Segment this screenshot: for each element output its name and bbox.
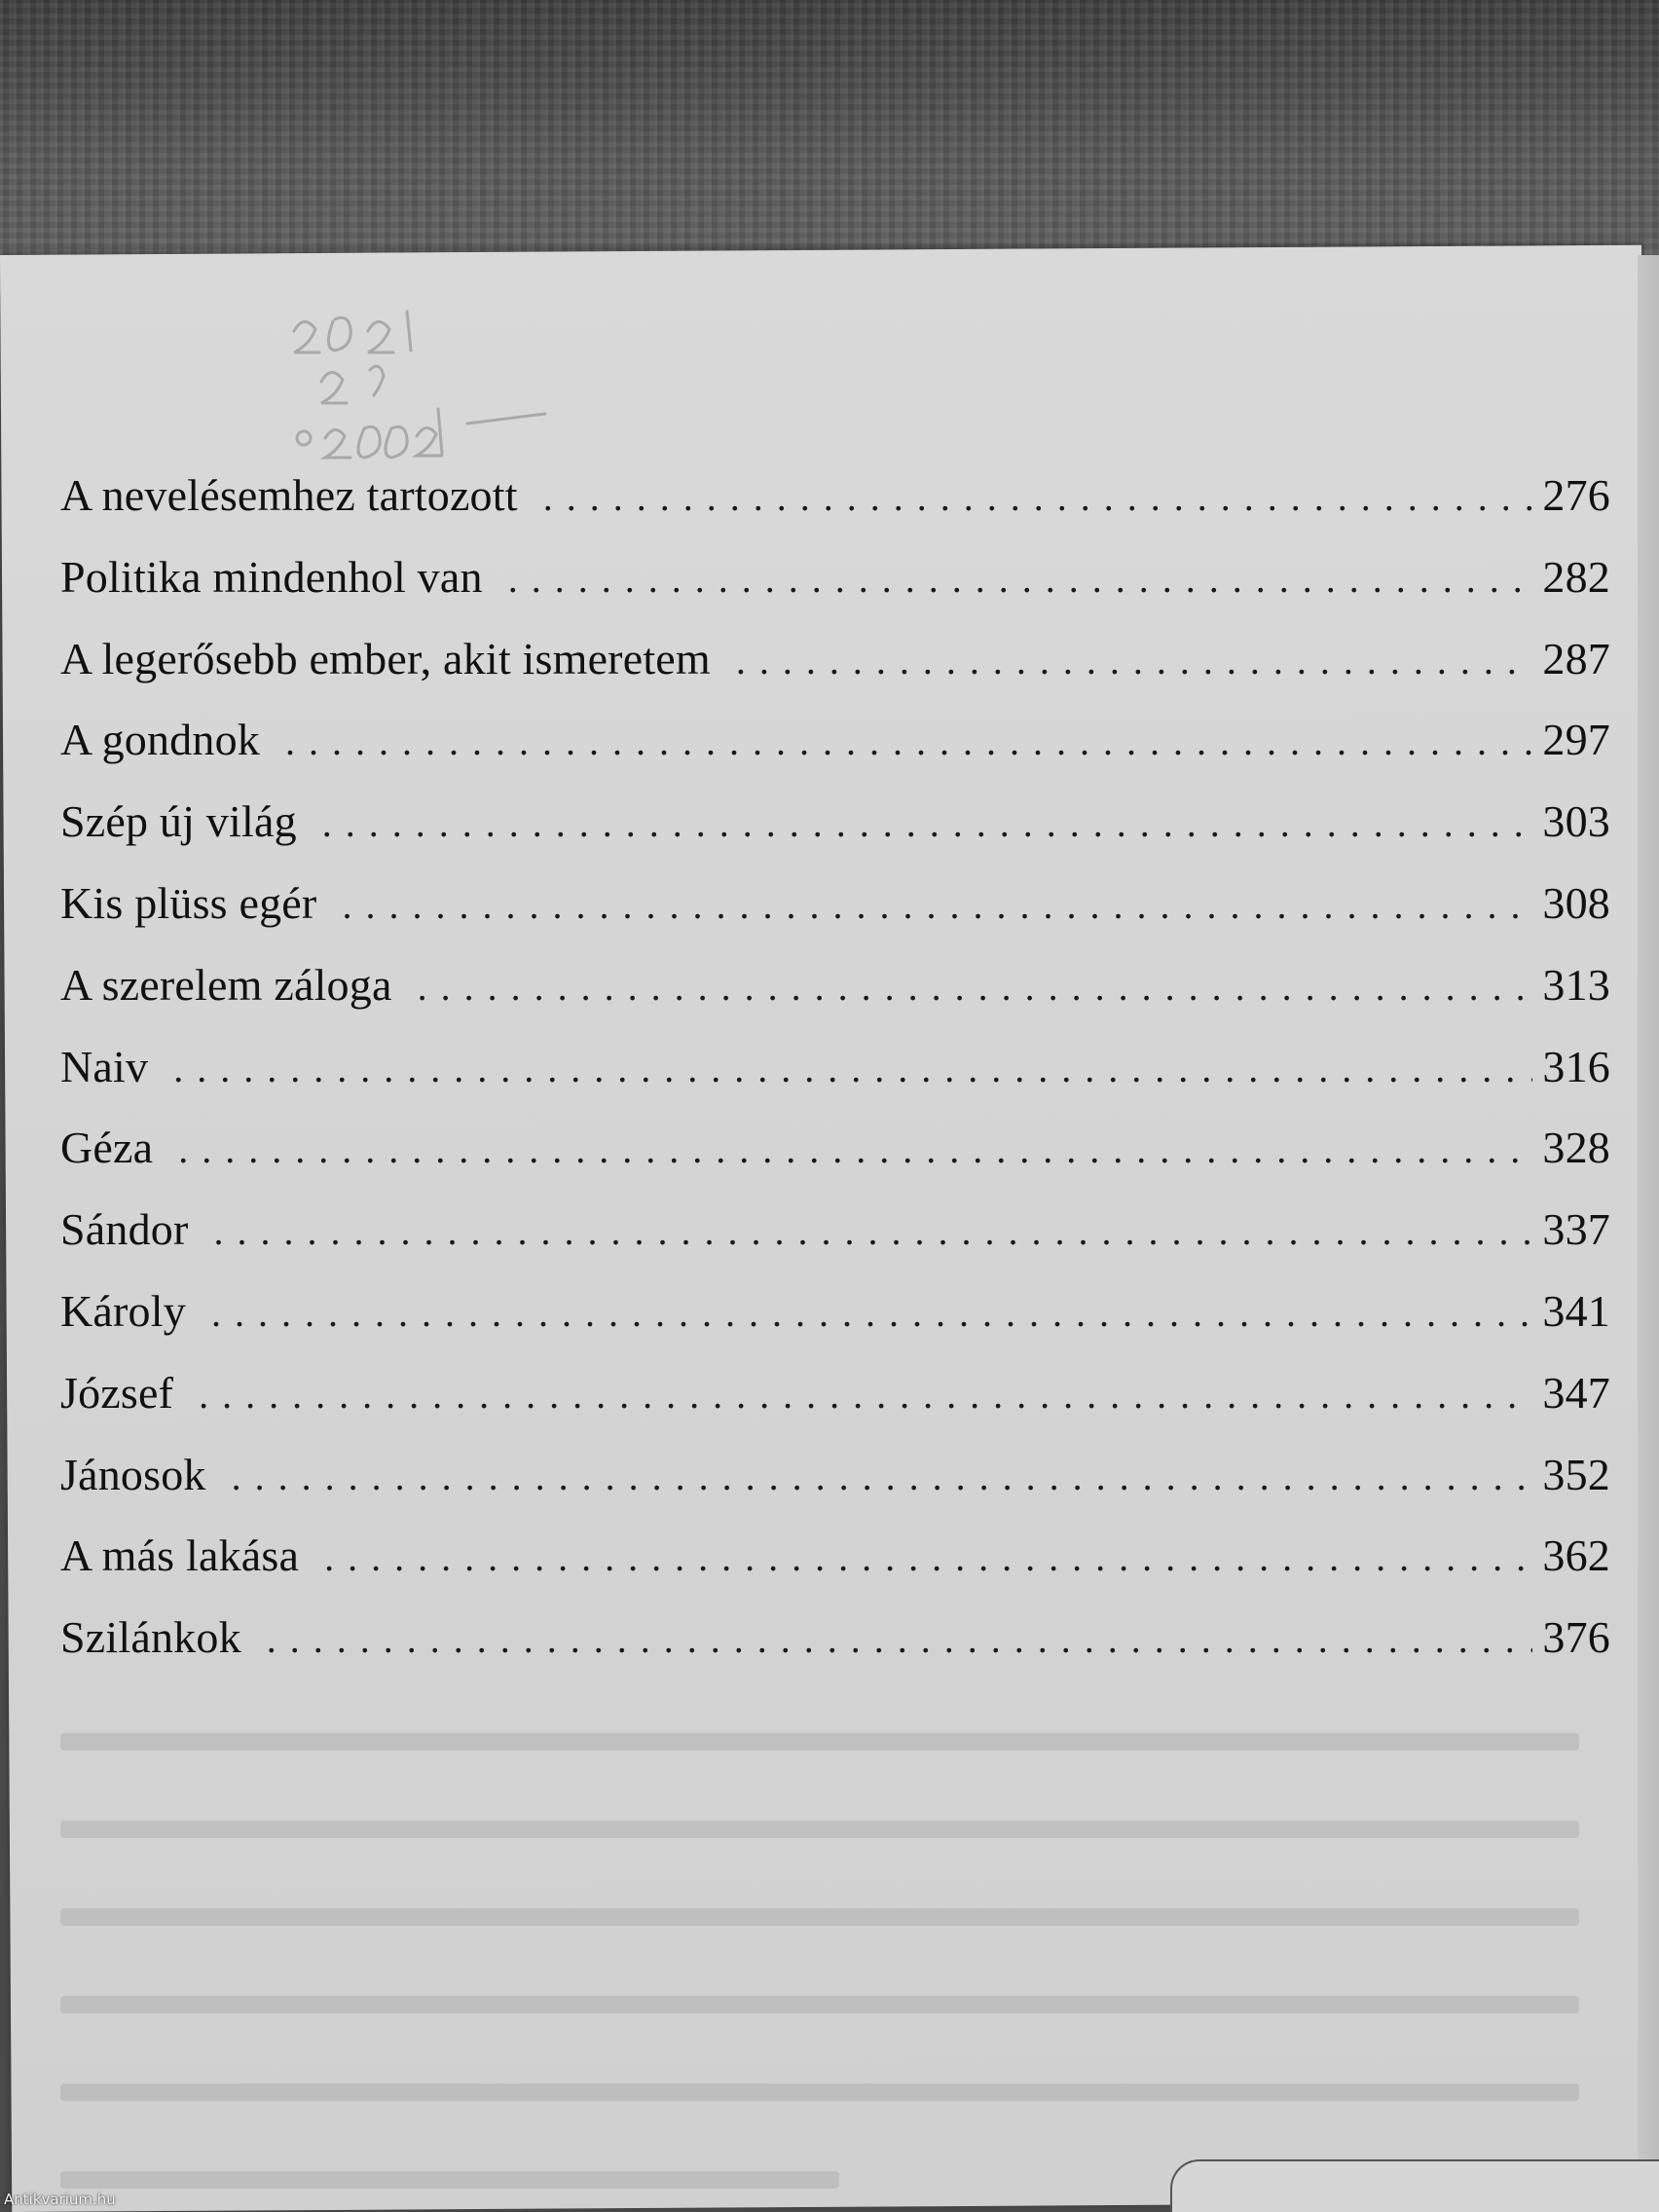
- toc-entry-page: 316: [1542, 1041, 1610, 1091]
- toc-entry-page: 328: [1542, 1123, 1610, 1173]
- toc-entry-page: 347: [1542, 1367, 1610, 1418]
- toc-entry-title: A szerelem záloga: [60, 959, 392, 1010]
- watermark: Antikvarium.hu: [4, 2191, 116, 2208]
- toc-entry-title: A más lakása: [60, 1530, 300, 1581]
- dot-leader: [322, 800, 1533, 846]
- toc-entry: [60, 1122, 1610, 1203]
- page-edge: [1638, 255, 1659, 2212]
- toc-entry-title: Jánosok: [60, 1449, 206, 1499]
- toc-entry-title: Naiv: [60, 1041, 149, 1091]
- toc-entry-title: Kis plüss egér: [60, 877, 317, 928]
- dot-leader: [418, 964, 1533, 1010]
- dot-leader: [342, 882, 1532, 928]
- toc-entry: [60, 1449, 1610, 1530]
- toc-entry: [60, 1530, 1610, 1611]
- dot-leader: [211, 1290, 1532, 1336]
- toc-entry-title: Szilánkok: [60, 1612, 241, 1663]
- toc-entry: [60, 877, 1610, 959]
- toc-entry: [60, 551, 1610, 633]
- toc-entry-page: 376: [1542, 1612, 1610, 1663]
- toc-entry: [60, 1285, 1610, 1367]
- toc-entry-title: A legerősebb ember, akit ismeretem: [60, 633, 711, 683]
- toc-entry-title: Politika mindenhol van: [60, 551, 483, 602]
- toc-entry-title: Sándor: [60, 1204, 189, 1255]
- toc-entry-page: 362: [1542, 1530, 1610, 1581]
- toc-entry: [60, 1041, 1610, 1123]
- toc-entry-page: 303: [1542, 796, 1610, 847]
- toc-entry-title: A gondnok: [60, 715, 260, 765]
- dot-leader: [267, 1616, 1533, 1662]
- toc-entry: [60, 469, 1610, 551]
- toc-entry-page: 282: [1542, 551, 1610, 602]
- toc-entry: [60, 1367, 1610, 1449]
- show-through-print: [60, 1714, 1618, 2200]
- dot-leader: [173, 1046, 1532, 1091]
- toc-entry-page: 352: [1542, 1449, 1610, 1499]
- dot-leader: [736, 638, 1532, 683]
- toc-entry-page: 287: [1542, 633, 1610, 683]
- toc-entry: [60, 1611, 1610, 1693]
- toc-entry-page: 341: [1542, 1285, 1610, 1336]
- pencil-annotation: [282, 292, 594, 467]
- dot-leader: [285, 719, 1532, 764]
- toc-entry-title: Géza: [60, 1123, 154, 1173]
- toc-entry-title: Károly: [60, 1285, 186, 1336]
- dot-leader: [214, 1208, 1533, 1254]
- toc-entry: [60, 959, 1610, 1041]
- toc-entry-page: 337: [1542, 1204, 1610, 1255]
- dot-leader: [324, 1534, 1532, 1580]
- dot-leader: [543, 474, 1533, 520]
- toc-entry-title: József: [60, 1367, 174, 1418]
- table-of-contents: [60, 469, 1610, 1693]
- toc-entry-page: 297: [1542, 715, 1610, 765]
- dot-leader: [232, 1454, 1533, 1499]
- corner-label-sticker: [1170, 2159, 1659, 2212]
- toc-entry-title: A nevelésemhez tartozott: [60, 470, 518, 520]
- dot-leader: [508, 556, 1533, 602]
- toc-entry-page: 276: [1542, 470, 1610, 520]
- dot-leader: [199, 1372, 1532, 1418]
- toc-entry-title: Szép új világ: [60, 796, 297, 847]
- toc-entry-page: 313: [1542, 959, 1610, 1010]
- toc-entry: [60, 1203, 1610, 1285]
- toc-entry: [60, 633, 1610, 715]
- toc-entry: [60, 714, 1610, 795]
- toc-entry: [60, 795, 1610, 877]
- dot-leader: [178, 1126, 1532, 1172]
- toc-entry-page: 308: [1542, 877, 1610, 928]
